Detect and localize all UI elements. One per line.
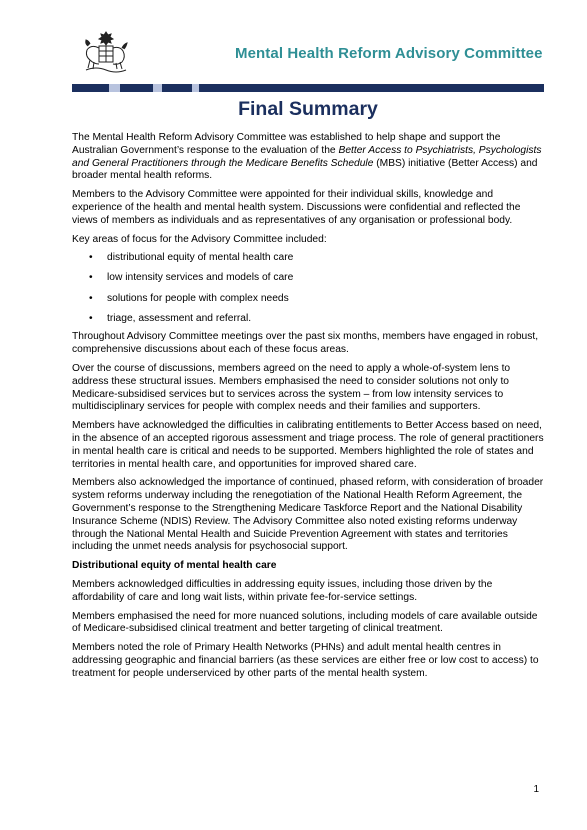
whole-of-system-paragraph: Over the course of discussions, members agreed on the need to apply a whole-of-system lens to address these structural issues. Members emphasised the need to consider solutions not only to Medicare-subsidised services but to services across the system – from low intensity services to multidisciplinary services for people with complex needs and their families and supporters.	[72, 363, 511, 413]
header-banner	[72, 84, 544, 92]
bullet-icon: •	[89, 252, 93, 264]
list-item: • low intensity services and models of care	[89, 272, 294, 284]
intro-paragraph: The Mental Health Reform Advisory Committee was established to help shape and support the Australian Government’s response to the evaluation of the Better Access to Psychiatrists, Psychologists and General Practitioners through the Medicare Benefits Schedule (MBS) initiative (Better Access) and broader mental health reforms.	[72, 132, 542, 182]
bullet-icon: •	[89, 292, 93, 304]
meetings-paragraph: Throughout Advisory Committee meetings over the past six months, members have engaged in robust, comprehensive discussions about each of these focus areas.	[72, 331, 539, 356]
calibration-paragraph: Members have acknowledged the difficulties in calibrating entitlements to Better Access based on need, in the absence of an accepted rigorous assessment and triage process. The role of general practitioners in mental health care is critical and needs to be supported. Members highlighted the role of states and territories in mental health care, and opportunities for improved shared care.	[72, 420, 544, 470]
membership-paragraph: Members to the Advisory Committee were appointed for their individual skills, knowledge and experience of the health and mental health system. Discussions were confidential and reflected the views of members as individuals and as representatives of any organisation or professional body.	[72, 189, 521, 226]
list-item: • solutions for people with complex needs	[89, 292, 289, 304]
committee-title: Mental Health Reform Advisory Committee	[235, 45, 543, 62]
coat-of-arms-icon	[80, 30, 132, 76]
document-title: Final Summary	[238, 98, 378, 120]
list-item: • triage, assessment and referral.	[89, 312, 252, 324]
list-item: • distributional equity of mental health care	[89, 252, 294, 264]
page-number: 1	[533, 784, 539, 795]
reform-paragraph: Members also acknowledged the importance of continued, phased reform, with consideration of broader system reforms underway including the renegotiation of the National Health Reform Agreement, the Government’s response to the Strengthening Medicare Taskforce Report and the National Disability Insurance Scheme (NDIS) Review. The Advisory Committee also noted existing reforms underway through the National Mental Health and Suicide Prevention Agreement with states and territories including the unmet needs analysis for psychosocial support.	[72, 477, 544, 553]
focus-intro-paragraph: Key areas of focus for the Advisory Committee included:	[72, 233, 327, 245]
phn-paragraph: Members noted the role of Primary Health Networks (PHNs) and adult mental health centres in addressing geographic and financial barriers (as these services are either free or low cost to access) to treatment for people underserviced by other parts of the mental health system.	[72, 642, 539, 679]
equity-paragraph: Members acknowledged difficulties in addressing equity issues, including those driven by the affordability of care and long wait lists, within private fee-for-service settings.	[72, 579, 493, 603]
section-heading: Distributional equity of mental health care	[72, 560, 277, 572]
bullet-icon: •	[89, 312, 93, 324]
focus-areas-list	[72, 252, 544, 325]
bullet-icon: •	[89, 272, 93, 284]
document-body	[72, 132, 544, 681]
nuanced-solutions-paragraph: Members emphasised the need for more nuanced solutions, including models of care available outside of Medicare-subsidised clinical treatment and better targeting of clinical treatment.	[72, 610, 538, 635]
